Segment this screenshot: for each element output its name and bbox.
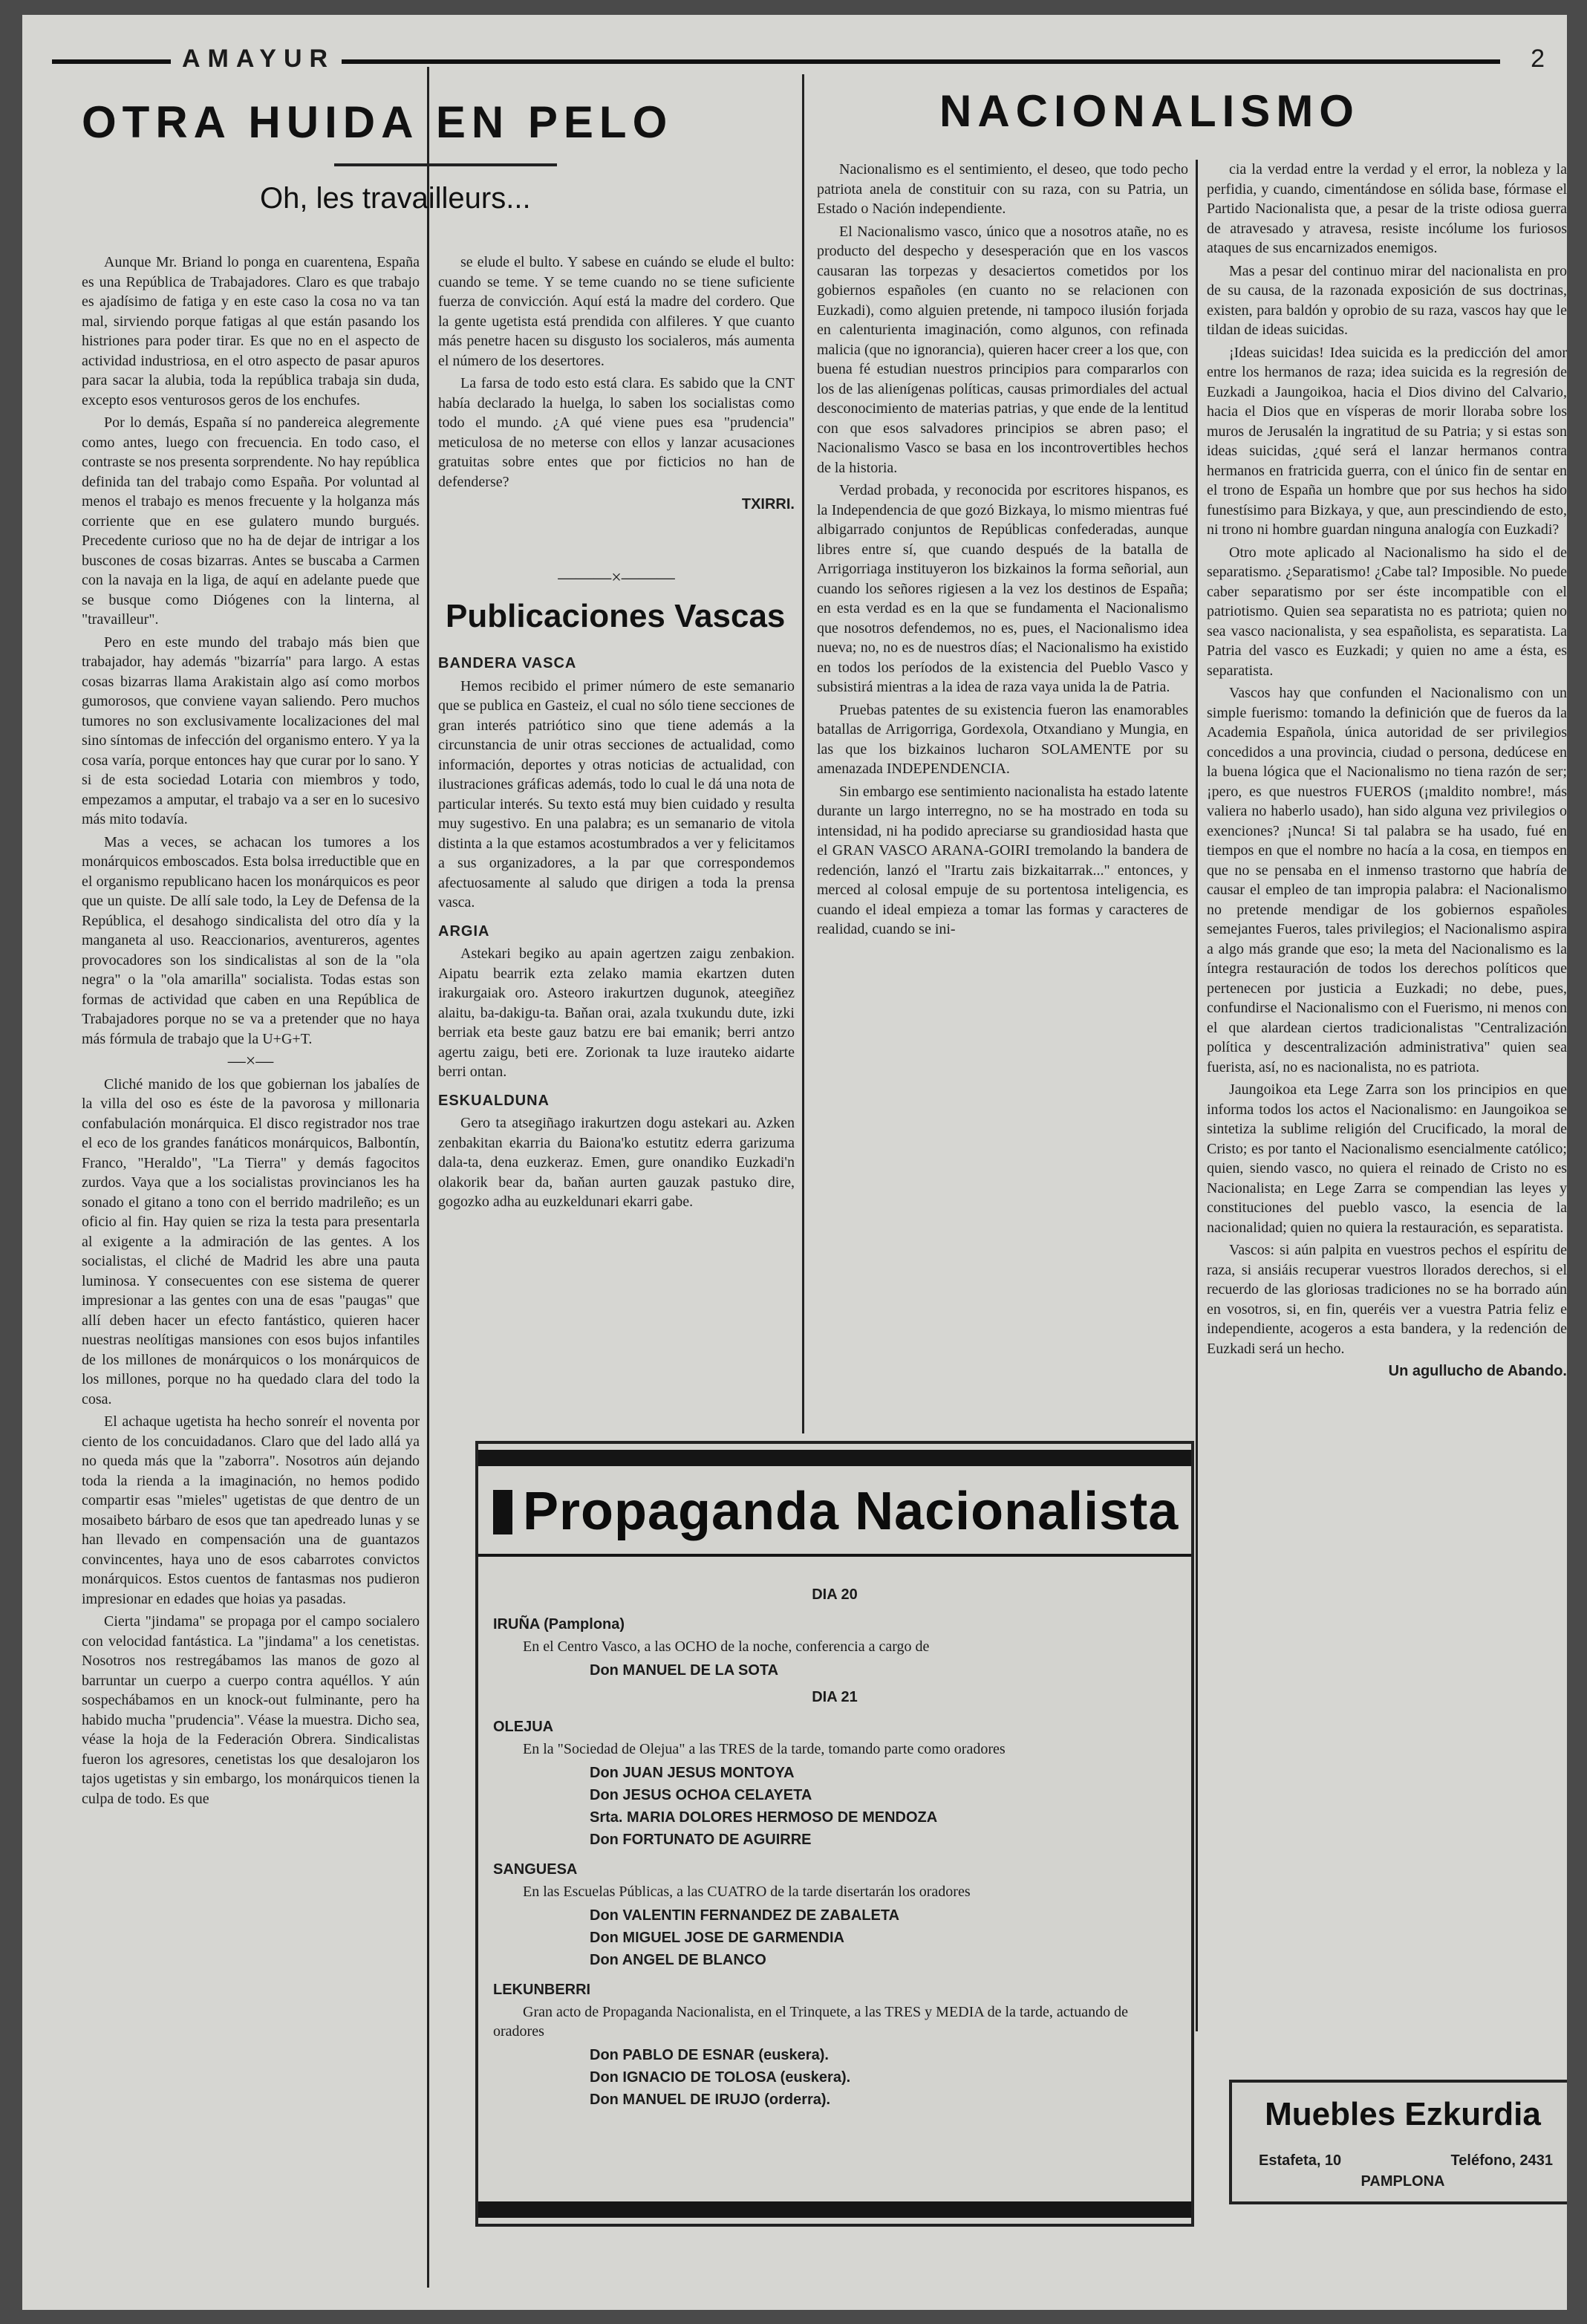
signature: Un agullucho de Abando. [1388,1363,1567,1379]
ad-city: PAMPLONA [1360,2173,1445,2190]
paragraph: Aunque Mr. Briand lo ponga en cuarentena, España es una República de Trabajadores. Claro es que trabajo es ajadísimo de fatiga y en este caso la cosa no va tan mal, sirviendo porque fatigas al que están pasando los histriones para poder tirar. Es que no en el aspecto de actividad industriosa, en el otro aspecto de pasar apuros para sacar la alubia, toda la república trabaja sin duda, excepto esos venturosos geros de los enchufes. [82,254,420,409]
paragraph: Mas a pesar del continuo mirar del nacionalista en pro de su causa, de la razonada exposición de sus doctrinas, existen, para baldón y oprobio de su raza, vascos hay que le tildan de ideas suicidas. [1207,262,1567,338]
masthead-name: AMAYUR [182,45,336,73]
paragraph: Cliché manido de los que gobiernan los jabalíes de la villa del oso es éste de la pavorosa y millonaria confabulación monárquica. El disco registrador nos trae el eco de los grandes fanáticos monárquicos, Balbontín, Franco, "Heraldo", "La Tierra" y demás fagocitos zurdos. Vaya que a los socialistas provincianos les ha sonado el gitano a tono con el berrido madrileño; es un oficio al fin. Hay quien se riza la testa para presentarla al exigente a la admiración de las gentes. A los socialistas, el cliché de Madrid les abre una pauta luminosa. Y consecuentes con ese sistema de querer impresionar a las gentes con una de esas "paugas" que allí deben hacer un efecto fantástico, quieren hacer nuestras neolítigas mansiones con esos bujos infantiles de los millones de monárquicos o los monárquicos de los millones, porque no ha quedado clara del todo la cosa. [82,1075,420,1407]
pub-label-argia: ARGIA [438,922,490,940]
paragraph: Pruebas patentes de su existencia fueron las enamorables batallas de Arrigorriga, Gordexola, Otxandiano y Mungia, en las que los bizkainos lucharon SOLAMENTE por su amenazada INDEPENDENCIA. [817,701,1188,777]
nacionalismo-col2 [1207,160,1567,1384]
paragraph: Pero en este mundo del trabajo más bien que trabajador, hay además "bizarría" para largo. A estas cosas bizarras llama Arakistain algo así como morbos gumorosos, que conviene vayan saliendo. Pero muchos tumores no son exclusivamente localizaciones del mal sino síntomas de infección del organismo entero. Y ya la cosa varía, porque entonces hay que curar por lo sano. Y si de esta sociedad Lotaria con miembros y todo, empezamos a amputar, el trabajo va a ser en lo sucesivo más mito todavía. [82,634,420,827]
paragraph: Jaungoikoa eta Lege Zarra son los principios en que informa todos los actos el Nacionalismo: en Jaungoikoa se sintetiza la sublime religión del Crucificado, la moral de Cristo; es por tanto el Nacionalismo esencialmente católico; quien, siendo vasco, no quiera el reinado de Cristo no es Nacionalista; en Lege Zarra se compendian las leyes y constituciones del pueblo vasco, la esencia de la nacionalidad; quien no quiera la restauración, es separatista. [1207,1081,1567,1236]
signature: TXIRRI. [741,496,795,512]
paragraph: Nacionalismo es el sentimiento, el deseo, que todo pecho patriota anela de constituir con su raza, con su Patria, un Estado o Nación independiente. [817,161,1188,217]
propaganda-speaker: Don MANUEL DE IRUJO (orderra). [590,2092,831,2108]
newspaper-page [22,15,1567,2310]
propaganda-city: LEKUNBERRI [493,1982,591,1998]
propaganda-city: IRUÑA (Pamplona) [493,1616,625,1633]
propaganda-speaker: Don PABLO DE ESNAR (euskera). [590,2047,829,2063]
paragraph: Mas a veces, se achacan los tumores a los monárquicos emboscados. Esta bolsa irreductible que en el organismo republicano hacen los monárquicos es peor que un quiste. De allí sale todo, la Ley de Defensa de la República, el desahogo sindicalista del otro día y la manganeta al uso. Reaccionarios, aventureros, agentes provocadores son los sindicalistas al son de la "ola negra" o la "ola amarilla" socialista. Todas estas son formas de actividad que caben en una República de Trabajadores porque no se va a pretender que no haya más fórmula de trabajo que la U+G+T. [82,833,420,1047]
column-rule-2 [802,74,804,1433]
publicaciones-title: Publicaciones Vascas [446,598,786,634]
masthead-rule-left [52,59,171,64]
ad-phone: Teléfono, 2431 [1450,2152,1553,2169]
nacionalismo-title: NACIONALISMO [939,86,1360,136]
column-rule-1 [427,67,429,2288]
propaganda-speaker: Don MIGUEL JOSE DE GARMENDIA [590,1930,844,1946]
propaganda-city: OLEJUA [493,1719,554,1735]
propaganda-speaker: Don JUAN JESUS MONTOYA [590,1765,795,1781]
paragraph: El achaque ugetista ha hecho sonreír el noventa por ciento de los concuidadanos. Claro que del lado allá ya no queda más que la "zaborra". Nosotros aún dejando toda la rienda a la imaginación, no hemos podido compartir esas "mieles" ugetistas de que dentro de un mosaibeto bárbaro de esos que tan apedreado lunas y se han llevado en compensación una de guantazos convincentes, haya uno de esos cabarrotes convictos monárquicos. Estos cuentos de fantasmas nos pudieron impresionar en edades que hoias ya pasadas. [82,1413,420,1607]
paragraph: Sin embargo ese sentimiento nacionalista ha estado latente durante un largo interregno, no se ha mostrado en toda su intensidad, ni ha podido apreciarse su grandiosidad hasta que el GRAN VASCO ARANA-GOIRI tremolando la bandera de redención, lanzó el "Irartu zais bizkaitarrak..." entonces, y merced al colosal empuje de su portentosa inteligencia, es cuando el ideal empieza a tomar las formas y caracteres de realidad, cuando se ini- [817,783,1188,937]
paragraph: ¡Ideas suicidas! Idea suicida es la predicción del amor entre los hermanos de raza; idea suicida es la regresión de Euzkadi a Jaungoikoa, hacia el Dios divino del Calvario, hacia el Dios que en vísperas de morir lloraba sobre los muros de Jerusalén la ingratitud de su Patria; y si estas son ideas suicidas, ¿qué será el lanzar hermanos contra hermanos en fratricida guerra, con el único fin de sentar en el trono de España un hombre que por sus hechos ha sido funestísimo para Bizkaya, y que, aun prescindiendo de esto, ni trono ni hombre guardan ninguna analogía con Euzkadi? [1207,344,1567,538]
propaganda-speaker: Don IGNACIO DE TOLOSA (euskera). [590,2069,851,2086]
paragraph: Cierta "jindama" se propaga por el campo socialero con velocidad fantástica. La "jindama" a los cenetistas. Nosotros nos restregábamos las manos de gozo al barruntar un cuerpo a cuerpo contra aquéllos. Y aún sospechábamos en un knock-out fulminante, pero ha habido mucha "prudencia". Véase la muestra. Dicho sea, véase la hoja de la Federación Obrera. Sindicalistas fueron los agresores, cenetistas los que desalojaron los tajos ugetistas y sin embargo, los monárquicos tienen la culpa de todo. Es que [82,1613,420,1807]
paragraph: cia la verdad entre la verdad y el error, la nobleza y la perfidia, y cuando, cimentándose en sólida base, fórmase el Partido Nacionalista que, a pesar de la triste odiosa guerra de atravesado y atravesa, resiste incólume los furiosos ataques de sus encarnizados enemigos. [1207,161,1567,256]
nacionalismo-col1 [817,160,1188,943]
paragraph: Verdad probada, y reconocida por escritores hispanos, es la Independencia de que gozó Bizkaya, lo mismo mientras fué albigarrado conjuntos de Repúblicas confederadas, aunque libres entre sí, que cuando después de la batalla de Arrigorriaga instituyeron los bizkainos la forma señorial, aun cuando los señores rigiesen a la vez los destinos de España; en esta verdad es en la que se fundamenta el Nacionalismo que nosotros defendemos, no es, pues, el Nacionalismo idea nueva; no, no es de nuestros días; el Nacionalismo ha existido en todos los períodos de la existencia del Pueblo Vasco y subsistirá mientras a la idea de raza vaya unida la de Patria. [817,482,1188,695]
propaganda-speaker: Don JESUS OCHOA CELAYETA [590,1787,812,1803]
propaganda-title: Propaganda Nacionalista [523,1482,1179,1541]
masthead-rule-right [342,59,1500,64]
propaganda-day: DIA 21 [812,1689,858,1705]
propaganda-speaker: Don VALENTIN FERNANDEZ DE ZABALETA [590,1907,900,1924]
propaganda-speaker: Srta. MARIA DOLORES HERMOSO DE MENDOZA [590,1809,938,1826]
propaganda-desc: En las Escuelas Públicas, a las CUATRO de la tarde disertarán los oradores [523,1884,971,1900]
propaganda-speaker: Don FORTUNATO DE AGUIRRE [590,1832,812,1848]
propaganda-city: SANGUESA [493,1861,578,1878]
publicaciones-body [438,645,795,1215]
paragraph: Vascos: si aún palpita en vuestros pechos el espíritu de raza, si ansiáis recuperar vuestros llorados derechos, si el recuerdo de las gloriosas tradiciones no se ha borrado aún en vosotros, si, en fin, queréis ver a vuestra Patria feliz e independiente, acogeros a esta bandera, y la redención de Euzkadi será un hecho. [1207,1242,1567,1357]
ad-address: Estafeta, 10 [1259,2152,1342,2169]
ad-brand: Muebles Ezkurdia [1265,2096,1541,2132]
propaganda-top-bar [478,1450,1191,1466]
separator: —×— [227,1052,274,1071]
propaganda-title-rule [478,1554,1191,1557]
propaganda-box [475,1441,1194,2227]
paragraph: La farsa de todo esto está clara. Es sabido que la CNT había declarado la huelga, lo saben los socialistas como todo el mundo. ¿A qué viene pues esa "prudencia" meticulosa de no meterse con ellos y lanzar acusaciones gratuitas sobre entes que por ficticios no han de defenderse? [438,375,795,490]
propaganda-bottom-bar [478,2201,1191,2218]
advertisement [1229,2080,1567,2204]
paragraph: se elude el bulto. Y sabese en cuándo se elude el bulto: cuando se teme. Y se teme cuando no se tiene suficiente fuerza de convicción. Aquí está la madre del cordero. Que la gente ugetista está prendida con alfileres. Y que cuanto más penetre hacen su disgusto los socialeros, más aumenta el número de los desertores. [438,254,795,369]
masthead [52,45,1545,74]
page-number: 2 [1531,45,1545,73]
section-separator: ———×——— [558,568,675,587]
pub-label-eskualduna: ESKUALDUNA [438,1092,550,1109]
propaganda-desc: En el Centro Vasco, a las OCHO de la noche, conferencia a cargo de [523,1638,930,1655]
paragraph: Astekari begiko au apain agertzen zaigu zenbakion. Aipatu bearrik ezta zelako mamia ekartzen duten irakurgaiak oro. Asteoro irakurtzen dugunok, ateegiñez alaitu, ba-dakigu-ta. Baňan orai, azala txukundu dute, izki berriak eta beste gauz batzu ere bai emanik; berri antzo agertu zaigu, beti ere. Zorionak ta luze irauteko aidarte berri ontan. [438,945,795,1080]
paragraph: Gero ta atsegiñago irakurtzen dogu astekari au. Azken zenbakitan ekarria du Baiona'ko estutitz ederra garizuma dala-ta, dena euzkeraz. Emen, gure onandiko Euzkadi'n olakorik bear da, baňan aurten gauzak pastuko dire, gogozko adha au euzkeldunari ekarri gabe. [438,1115,795,1210]
left-article-col1 [82,253,420,1812]
propaganda-desc: En la "Sociedad de Olejua" a las TRES de la tarde, tomando parte como oradores [523,1741,1006,1757]
propaganda-body [493,1578,1176,2112]
left-article-title: OTRA HUIDA EN PELO [82,97,674,147]
propaganda-desc: Gran acto de Propaganda Nacionalista, en el Trinquete, a las TRES y MEDIA de la tarde, actuando de oradores [493,2004,1128,2040]
paragraph: Por lo demás, España sí no pandereica alegremente como antes, luego con frecuencia. En todo caso, el contraste se nos presenta sorprendente. No hay república definida tan del trabajo como España. Por voluntad al menos el trabajo es menos frecuente y la holganza más corriente que en ese gulatero mundo burgués. Precedente curioso que no ha de dejar de intrigar a los buscones de cosas bizarras. Antes se buscaba a Carmen con la navaja en la liga, de aquí en adelante puede que se busque como Diógenes con la linterna, al "travailleur". [82,414,420,628]
pub-label-bandera-vasca: BANDERA VASCA [438,655,577,671]
paragraph: El Nacionalismo vasco, único que a nosotros atañe, no es producto del despecho y desesperación que en los vascos causaran las torpezas y desaciertos cometidos por los gobiernos españoles (en cuanto no se relacionen con Euzkadi), como alguien pretende, ni tampoco ilusión forjada en calenturienta imaginación, como algunos, con refinada malicia (que no ignorancia), quieren hacer creer a los que, con buena fé estudian nuestros principios para compararlos con los de las alienígenas políticas, causas primordiales del actual desconocimiento de materias patrias, y que ende de la lentitud con que esos salvadores principios se abren paso; el Nacionalismo Vasco se basa en los incontrovertibles hechos de la historia. [817,223,1188,476]
paragraph: Otro mote aplicado al Nacionalismo ha sido el de separatismo. ¿Separatismo! ¿Cabe tal? Imposible. No puede caber separatismo por ser éste incompatible con el patriotismo. Quien sea separatista no es patriota; quien no sea vasco nacionalista, y sea españolista, es separatista. La Patria del vasco es Euzkadi; y quien no ame a ésta, es separatista. [1207,544,1567,679]
left-article-subtitle: Oh, les travailleurs... [260,182,531,215]
column-rule-3 [1196,160,1198,2031]
propaganda-mark [493,1490,512,1534]
paragraph: Hemos recibido el primer número de este semanario que se publica en Gasteiz, el cual no sólo tiene secciones de gran interés patriótico sino que tiene además a la circunstancia de unir otras secciones de actualidad, como información, deportes y otras noticias de actualidad, con ilustraciones gráficas además, todo lo cual le dá una nota de particular interés. Su texto está muy bien cuidado y resulta muy sugestivo. En una palabra; es un semanario de vitola distinta a la que estamos acostumbrados a ver y felicitamos a sus organizadores, a la par que correspondemos afectuosamente al saludo que dirigen a toda la prensa vasca. [438,677,795,911]
propaganda-day: DIA 20 [812,1586,858,1603]
paragraph: Vascos hay que confunden el Nacionalismo con un simple fuerismo: tomando la definición que de fueros da la Academia Española, única autoridad de ser privilegios concedidos a una provincia, ciudad o persona, dedúcese en la buena lógica que el Nacionalismo no tiena razón de ser; ¡pero, es que nuestros FUEROS (¡maldito nombre!, más valiera no haberlo usado), han sido alguna vez privilegios o exenciones? ¡Nunca! Si tal palabra se ha usado, fué en tiempos en que el nombre no hacía a la cosa, en tiempos en que no se pensaba en el inmenso trastorno que habría de causar el empleo de tan impropia palabra: el Nacionalismo no pretende mendigar de los gobiernos españoles semejantes Fueros, tales privilegios; el Nacionalismo aspira a algo más grande que eso; la meta del Nacionalismo es la íntegra restauración de todos los derechos políticos que pertenecen por justicia a Euzkadi; no debe, pues, confundirse el Nacionalismo con el Fuerismo, ni menos con el que alardean ciertos tradicionalistas "Centralización política y descentralización administrativa" quien sea fuerista, así, no es nacionalista, no es patriota. [1207,685,1567,1075]
left-article-col2 [438,253,795,518]
propaganda-speaker: Don ANGEL DE BLANCO [590,1952,766,1968]
title-ornament [334,163,557,166]
propaganda-speaker: Don MANUEL DE LA SOTA [590,1662,779,1679]
